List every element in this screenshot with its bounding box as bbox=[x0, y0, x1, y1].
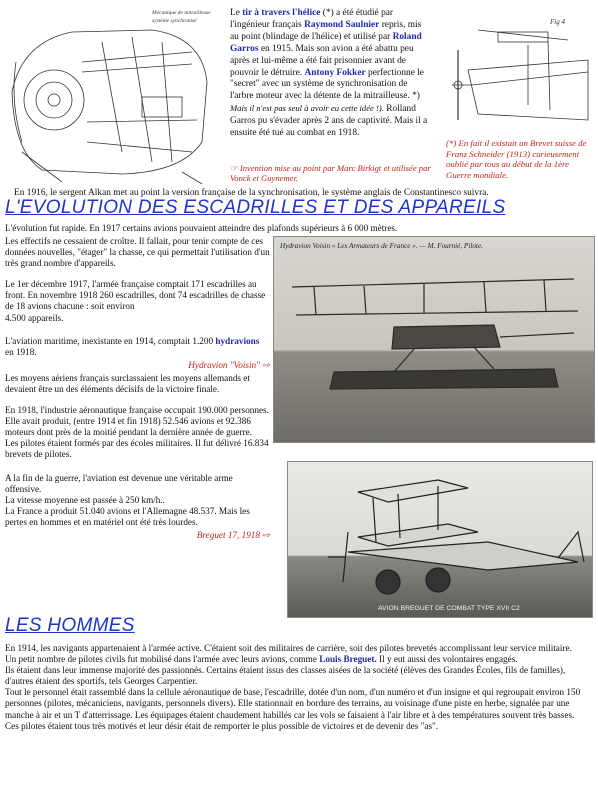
para-effectifs: Les effectifs ne cessaient de croître. Il fallait, pour tenir compte de ces données nouvelles, "étager" la chasse, ce qui permettait l'utilisation d'un très grand nombre d'appareils. bbox=[5, 236, 270, 269]
invention-note: ☞ Invention mise au point par Marc Birkigt et utilisée par Vonck et Guynemer. bbox=[230, 163, 431, 184]
intro-run-2: (*) a été étudié par l'ingénieur français bbox=[230, 8, 394, 30]
para-vitesse: La vitesse moyenne est passée à 250 km/h.. bbox=[5, 494, 165, 505]
breguet-photo bbox=[287, 461, 593, 618]
para-escadrilles: Le 1er décembre 1917, l'armée française comptait 171 escadrilles au front. En novembre 1918 260 escadrilles, dont 74 escadrilles de chasse de 18 avions chacune : soit environ bbox=[5, 279, 266, 312]
evolution-lead: L'évolution fut rapide. En 1917 certains avions pouvaient atteindre des plafonds supérieurs à 6 000 mètres. bbox=[5, 223, 398, 233]
hommes-body bbox=[5, 643, 593, 732]
fig-4-label: Fig 4 bbox=[550, 18, 565, 26]
para-aviation-maritime bbox=[5, 336, 270, 358]
para-civils-c: Il y eut aussi des volontaires engagés. bbox=[376, 654, 518, 665]
intro-run-4: repris, mis au point (blindage de l'hélice) et utilisé par bbox=[230, 19, 422, 42]
intro-paragraph bbox=[230, 8, 432, 140]
section-title-hommes: LES HOMMES bbox=[5, 615, 135, 636]
hydravion-photo-caption: Hydravion Voisin « Les Armateurs de France ». — M. Fournié, Pilote. bbox=[280, 242, 483, 250]
caption-breguet: Breguet 17, 1918 ⇨ bbox=[196, 529, 270, 540]
propeller-sketch-drawing bbox=[438, 10, 596, 130]
intro-run-italic: Mais il n'est pas seul à avoir eu cette idée !). bbox=[230, 103, 384, 114]
alkan-paragraph: En 1916, le sergent Alkan met au point la version française de la synchronisation, le système anglais de Constantinesco suivra. bbox=[14, 188, 489, 198]
hydravion-silhouette bbox=[274, 237, 594, 442]
para-navigants-1914: En 1914, les navigants appartenaient à l'armée active. C'étaient soit des militaires de carrière, soit des pilotes brevetés accomplissant leur service militaire. bbox=[5, 643, 572, 653]
hydravions-keyword: hydravions bbox=[215, 335, 260, 346]
para-escadrille-cellule: Tout le personnel était rassemblé dans la cellule aéronautique de base, l'escadrille, dotée d'un nom, d'un numéro et d'un insigne et qui regroupait environ 150 personnes (pilotes, mécaniciens, navigants, personnels divers). Elle stationnait en bordure des terrains, au voisinage d'une piste en herbe, signalée par une manche à air et un T d'atterrissage. Les équipages étaient chaudement habillés car les vols se faisaient à l'air libre et à des températures souvent très basses. bbox=[5, 687, 581, 720]
para-maritime-c: en 1918. bbox=[5, 346, 37, 357]
para-pilotes-civils bbox=[5, 654, 593, 665]
breguet-photo-caption: AVION BREGUET DE COMBAT TYPE XVII C2 bbox=[378, 605, 520, 612]
para-pilotes-formes: Les pilotes étaient formés par des écoles militaires. Il fut délivré 16.834 brevets de pilotes. bbox=[5, 438, 269, 460]
para-maritime-a: L'aviation maritime, inexistante en 1914, comptait 1.200 bbox=[5, 335, 216, 346]
para-industrie: En 1918, l'industrie aéronautique française occupait 190.000 personnes. Elle avait produit, (entre 1914 et fin 1918) 52.546 avions et 92.386 moteurs dont près de la moitié pendant la dernière année de guerre. bbox=[5, 405, 269, 438]
para-production: La France a produit 51.040 avions et l'Allemagne 48.537. Mais les pertes en hommes et en matériel ont été très lourdes. bbox=[5, 505, 250, 527]
louis-breguet-name: Louis Breguet. bbox=[319, 654, 377, 665]
hydravion-voisin-photo bbox=[273, 236, 595, 443]
intro-run-saulnier: Raymond Saulnier bbox=[304, 19, 380, 30]
section-title-evolution: L'EVOLUTION DES ESCADRILLES ET DES APPAREILS bbox=[5, 197, 506, 218]
para-civils-a: Un petit nombre de pilotes civils fut mobilisé dans l'armée avec leurs avions, comme bbox=[5, 654, 320, 665]
sketch-label-2: système synchronisé bbox=[152, 18, 197, 24]
intro-run-garros: Roland Garros bbox=[230, 31, 422, 54]
caption-hydravion-voisin: Hydravion "Voisin" ⇨ bbox=[188, 359, 270, 370]
intro-run-fokker: Antony Fokker bbox=[304, 67, 366, 78]
engine-sketch-drawing bbox=[2, 2, 224, 188]
para-passionnes: Ils étaient dans leur immense majorité des passionnés. Certains étaient issus des classes aisées de la société (élèves des Grandes Écoles, fils de familles), d'autres étaient des sportifs, tels Georges Carpentier. bbox=[5, 665, 566, 687]
propeller-sketch-figure bbox=[438, 10, 596, 130]
para-fin-guerre: A la fin de la guerre, l'aviation est devenue une véritable arme offensive. bbox=[5, 472, 233, 494]
para-motivation: Ces pilotes étaient tous très motivés et leur désir était de remporter le plus possible de victoires et de devenir des "as". bbox=[5, 720, 439, 731]
intro-run-6: en 1915. Mais son avion a été abattu peu après et lui-même a été fait prisonnier avant de pouvoir le détruire. bbox=[230, 43, 414, 78]
para-appareils-count: 4.500 appareils. bbox=[5, 312, 64, 323]
intro-run-0: Le bbox=[230, 8, 243, 18]
evolution-left-column bbox=[5, 236, 270, 541]
intro-run-10: Rolland Garros pu s'évader après 2 ans de captivité. Mais il a ensuite été tué au combat en 1918. bbox=[230, 104, 428, 139]
sketch-label-1: Mécanique de mitrailleuse bbox=[152, 10, 211, 16]
brevet-suisse-note: (*) En fait il existait un Brevet suisse de Franz Schneider (1913) curieusement oublié par tous au début de la 1ère Guerre mondiale. bbox=[446, 138, 587, 180]
breguet-silhouette bbox=[288, 462, 592, 617]
engine-sketch-figure bbox=[2, 2, 224, 188]
intro-run-tir: tir à travers l'hélice bbox=[242, 8, 321, 18]
para-moyens-aeriens: Les moyens aériens français surclassaient les moyens allemands et devaient être un des éléments décisifs de la victoire finale. bbox=[5, 372, 250, 394]
intro-run-8: perfectionne le "secret" avec un système de synchronisation de l'arbre moteur avec la détente de la mitrailleuse. *) bbox=[230, 67, 424, 102]
